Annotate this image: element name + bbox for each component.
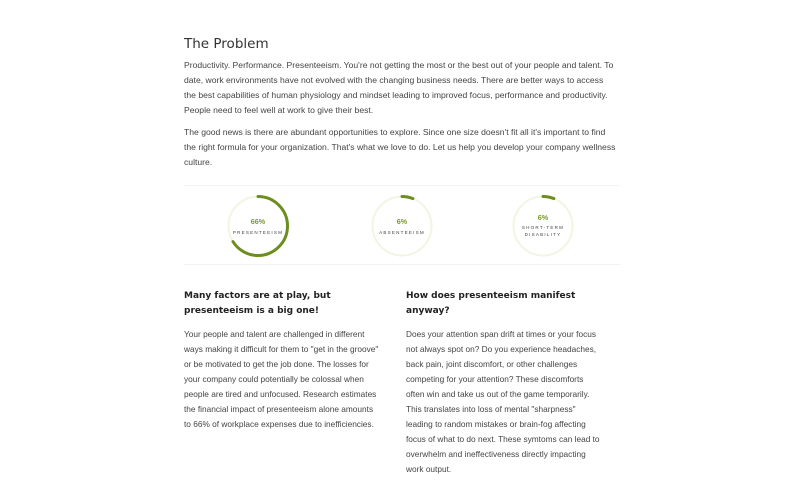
stat-presenteeism	[226, 194, 290, 258]
stat-label: SHORT-TERM DISABILITY	[521, 225, 565, 237]
left-column	[184, 289, 380, 432]
stats-row	[184, 185, 620, 265]
right-body: Does your attention span drift at times or your focus not always spot on? Do you experience headaches, back pain, joint discomfort, or other challenges competing for your attention? These discomforts often win and take us out of the game temporarily. This translates into loss of mental "sharpness" leading to random mistakes or brain-fog affecting focus of what to do next. These symtoms can lead to overwhelm and ineffectiveness directly impacting work output.	[406, 329, 600, 474]
stat-value: 66%	[250, 217, 266, 226]
presenteeism-ring-icon	[226, 194, 290, 258]
left-body: Your people and talent are challenged in different ways making it difficult for them to "get in the groove" or be motivated to get the job done. The losses for your company could potentially be colossal when people are tired and unfocused. Research estimates the financial impact of presenteeism alone amounts to 66% of workplace expenses due to inefficiencies.	[184, 329, 379, 429]
absenteeism-ring-icon	[370, 194, 434, 258]
problem-section	[184, 36, 616, 177]
right-column	[406, 289, 602, 477]
stat-label: PRESENTEEISM	[232, 230, 284, 235]
right-heading: How does presenteeism manifest anyway?	[406, 291, 576, 316]
intro-paragraph: Productivity. Performance. Presenteeism. You're not getting the most or the best out of your people and talent. To date, work environments have not evolved with the changing business needs. There are better ways to access the best capabilities of human physiology and mindset leading to improved focus, performance and productivity. People need to feel well at work to give their best.	[184, 60, 614, 115]
stat-value: 6%	[537, 213, 549, 222]
stat-short-term-disability	[511, 194, 575, 258]
stat-absenteeism	[370, 194, 434, 258]
left-heading: Many factors are at play, but presenteeism is a big one!	[184, 291, 331, 316]
stat-label: ABSENTEEISM	[379, 230, 425, 235]
good-news-paragraph: The good news is there are abundant opportunities to explore. Since one size doesn't fit all it's important to find the right formula for your organization. That's what we love to do. Let us help you develop your company wellness culture.	[184, 127, 616, 167]
stat-value: 6%	[396, 217, 408, 226]
section-title: The Problem	[184, 36, 269, 52]
